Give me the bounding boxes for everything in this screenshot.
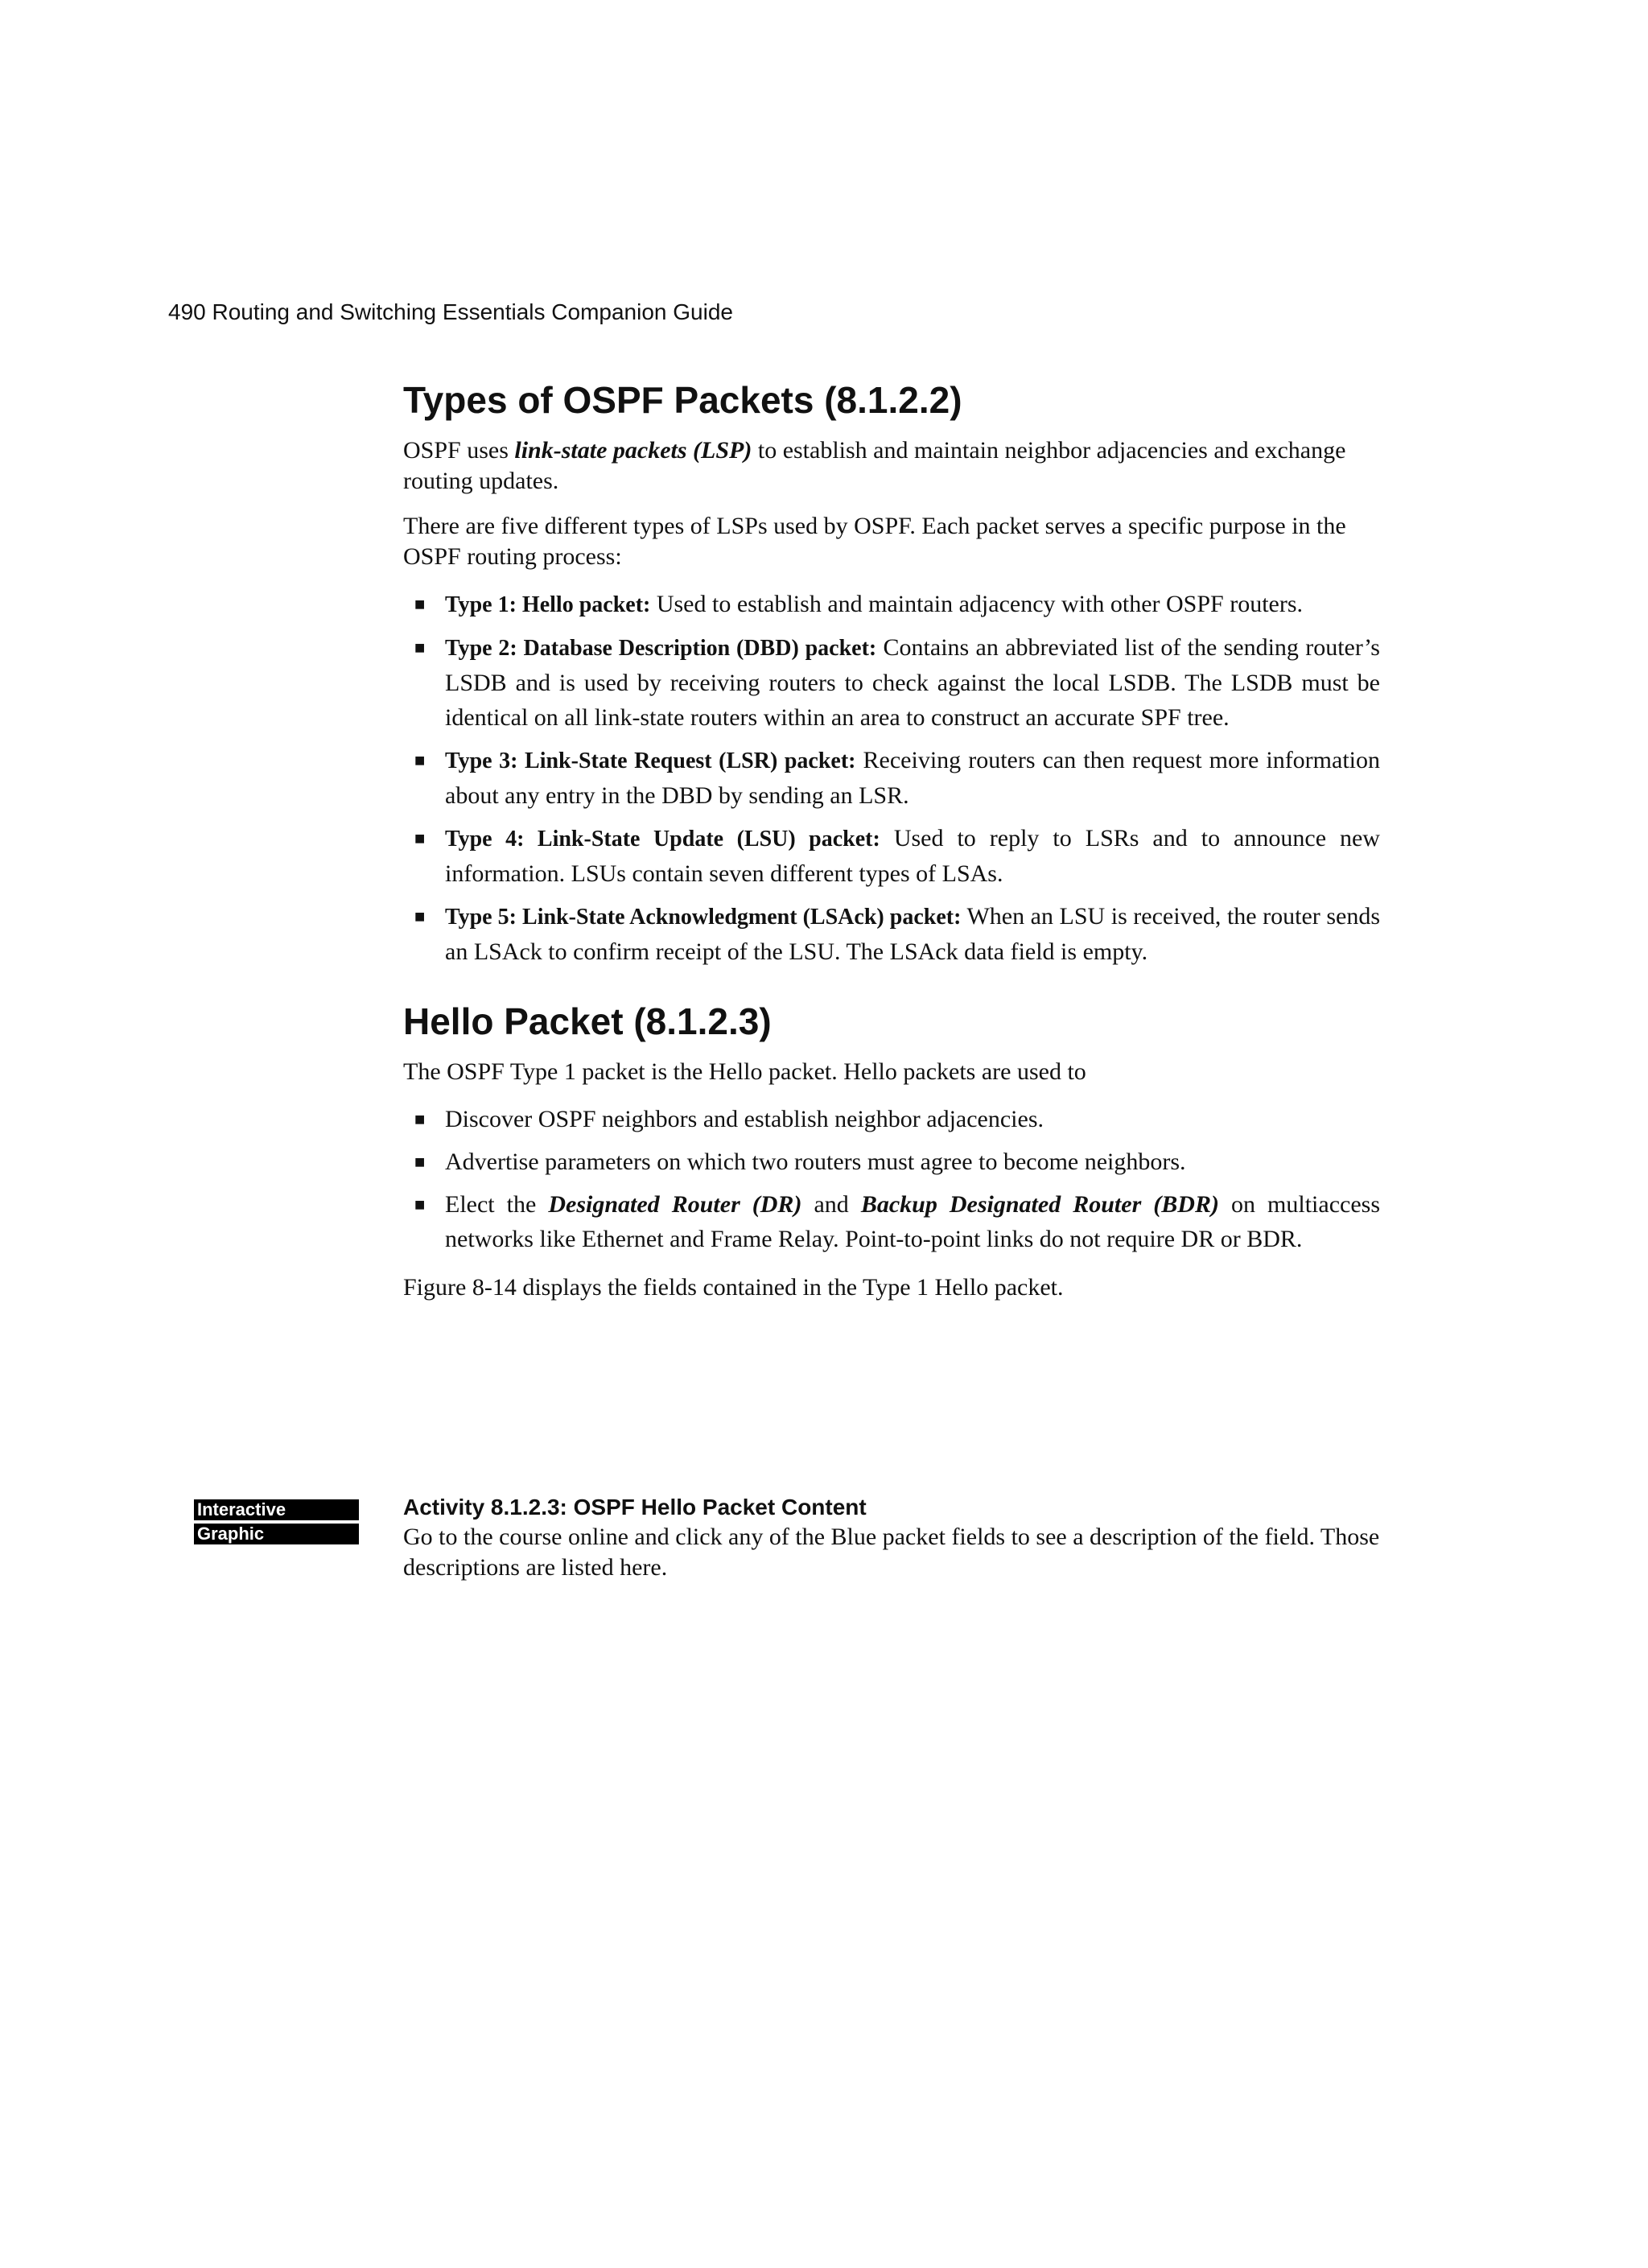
running-head: 490 Routing and Switching Essentials Companion Guide	[168, 299, 733, 324]
list-item-type5	[403, 899, 1380, 969]
section-heading-hello: Hello Packet (8.1.2.3)	[403, 1000, 772, 1043]
bullet-icon: ■	[414, 906, 426, 927]
list-item-type3	[403, 743, 1380, 813]
label-line-interactive: Interactive	[194, 1499, 359, 1520]
activity-title: Activity 8.1.2.3: OSPF Hello Packet Content	[403, 1495, 867, 1520]
bullet-icon: ■	[414, 750, 426, 771]
term-type2: Type 2: Database Description (DBD) packet:	[445, 636, 877, 662]
interactive-graphic-label	[194, 1499, 359, 1548]
main-content	[403, 378, 1380, 1318]
intro-text-post: to establish and maintain neighbor adjacencies and exchange routing updates.	[403, 437, 1346, 495]
label-line-graphic: Graphic	[194, 1524, 359, 1544]
section-heading-types: Types of OSPF Packets (8.1.2.2)	[403, 379, 962, 421]
packet-type-list	[403, 587, 1380, 969]
elect-mid: and	[801, 1191, 861, 1219]
hello-purpose-list	[403, 1102, 1380, 1256]
activity-block	[403, 1493, 1380, 1583]
term-type5: Type 5: Link-State Acknowledgment (LSAck) packet:	[445, 905, 962, 930]
desc-type4: Used to reply to LSRs and to announce new information. LSUs contain seven different types of LSAs.	[445, 825, 1380, 888]
bullet-icon: ■	[414, 1152, 426, 1173]
key-term-dr: Designated Router (DR)	[548, 1191, 802, 1219]
intro-text-pre: OSPF uses	[403, 437, 515, 464]
elect-pre: Elect the	[445, 1191, 549, 1219]
term-type3: Type 3: Link-State Request (LSR) packet:	[445, 748, 856, 774]
bullet-icon: ■	[414, 828, 426, 849]
desc-type5: When an LSU is received, the router sends an LSAck to confirm receipt of the LSU. The LSAck data field is empty.	[445, 903, 1381, 966]
key-term-lsp: link-state packets (LSP)	[514, 437, 752, 464]
bullet-icon: ■	[414, 1109, 426, 1130]
list-item-type2	[403, 630, 1380, 735]
bullet-icon: ■	[414, 594, 426, 615]
term-type1: Type 1: Hello packet:	[445, 592, 651, 618]
key-term-bdr: Backup Designated Router (BDR)	[860, 1191, 1219, 1219]
list-item-elect	[403, 1187, 1380, 1256]
hello-item-1: Discover OSPF neighbors and establish neighbor adjacencies.	[445, 1106, 1044, 1133]
list-item-advertise	[403, 1144, 1380, 1179]
hello-item-2: Advertise parameters on which two routers must agree to become neighbors.	[445, 1148, 1186, 1176]
types-paragraph: There are five different types of LSPs used by OSPF. Each packet serves a specific purpose in the OSPF routing process:	[403, 513, 1346, 571]
term-type4: Type 4: Link-State Update (LSU) packet:	[445, 827, 880, 852]
bullet-icon: ■	[414, 1194, 426, 1215]
intro-paragraph	[403, 435, 1380, 497]
elect-post: on multiaccess networks like Ethernet and Frame Relay. Point-to-point links do not require DR or BDR.	[445, 1191, 1380, 1253]
list-item-discover	[403, 1102, 1380, 1136]
desc-type3: Receiving routers can then request more information about any entry in the DBD by sending an LSR.	[445, 747, 1380, 810]
list-item-type1	[403, 587, 1380, 622]
list-item-type4	[403, 821, 1380, 891]
figure-reference: Figure 8-14 displays the fields contained in the Type 1 Hello packet.	[403, 1274, 1064, 1301]
activity-text: Go to the course online and click any of the Blue packet fields to see a description of the field. Those descriptions are listed here.	[403, 1524, 1380, 1581]
desc-type2: Contains an abbreviated list of the sending router’s LSDB and is used by receiving routers to check against the local LSDB. The LSDB must be identical on all link-state routers within an area to construct an accurate SPF tree.	[445, 634, 1380, 732]
bullet-icon: ■	[414, 637, 426, 658]
hello-intro: The OSPF Type 1 packet is the Hello packet. Hello packets are used to	[403, 1058, 1086, 1086]
desc-type1: Used to establish and maintain adjacency with other OSPF routers.	[650, 591, 1304, 618]
